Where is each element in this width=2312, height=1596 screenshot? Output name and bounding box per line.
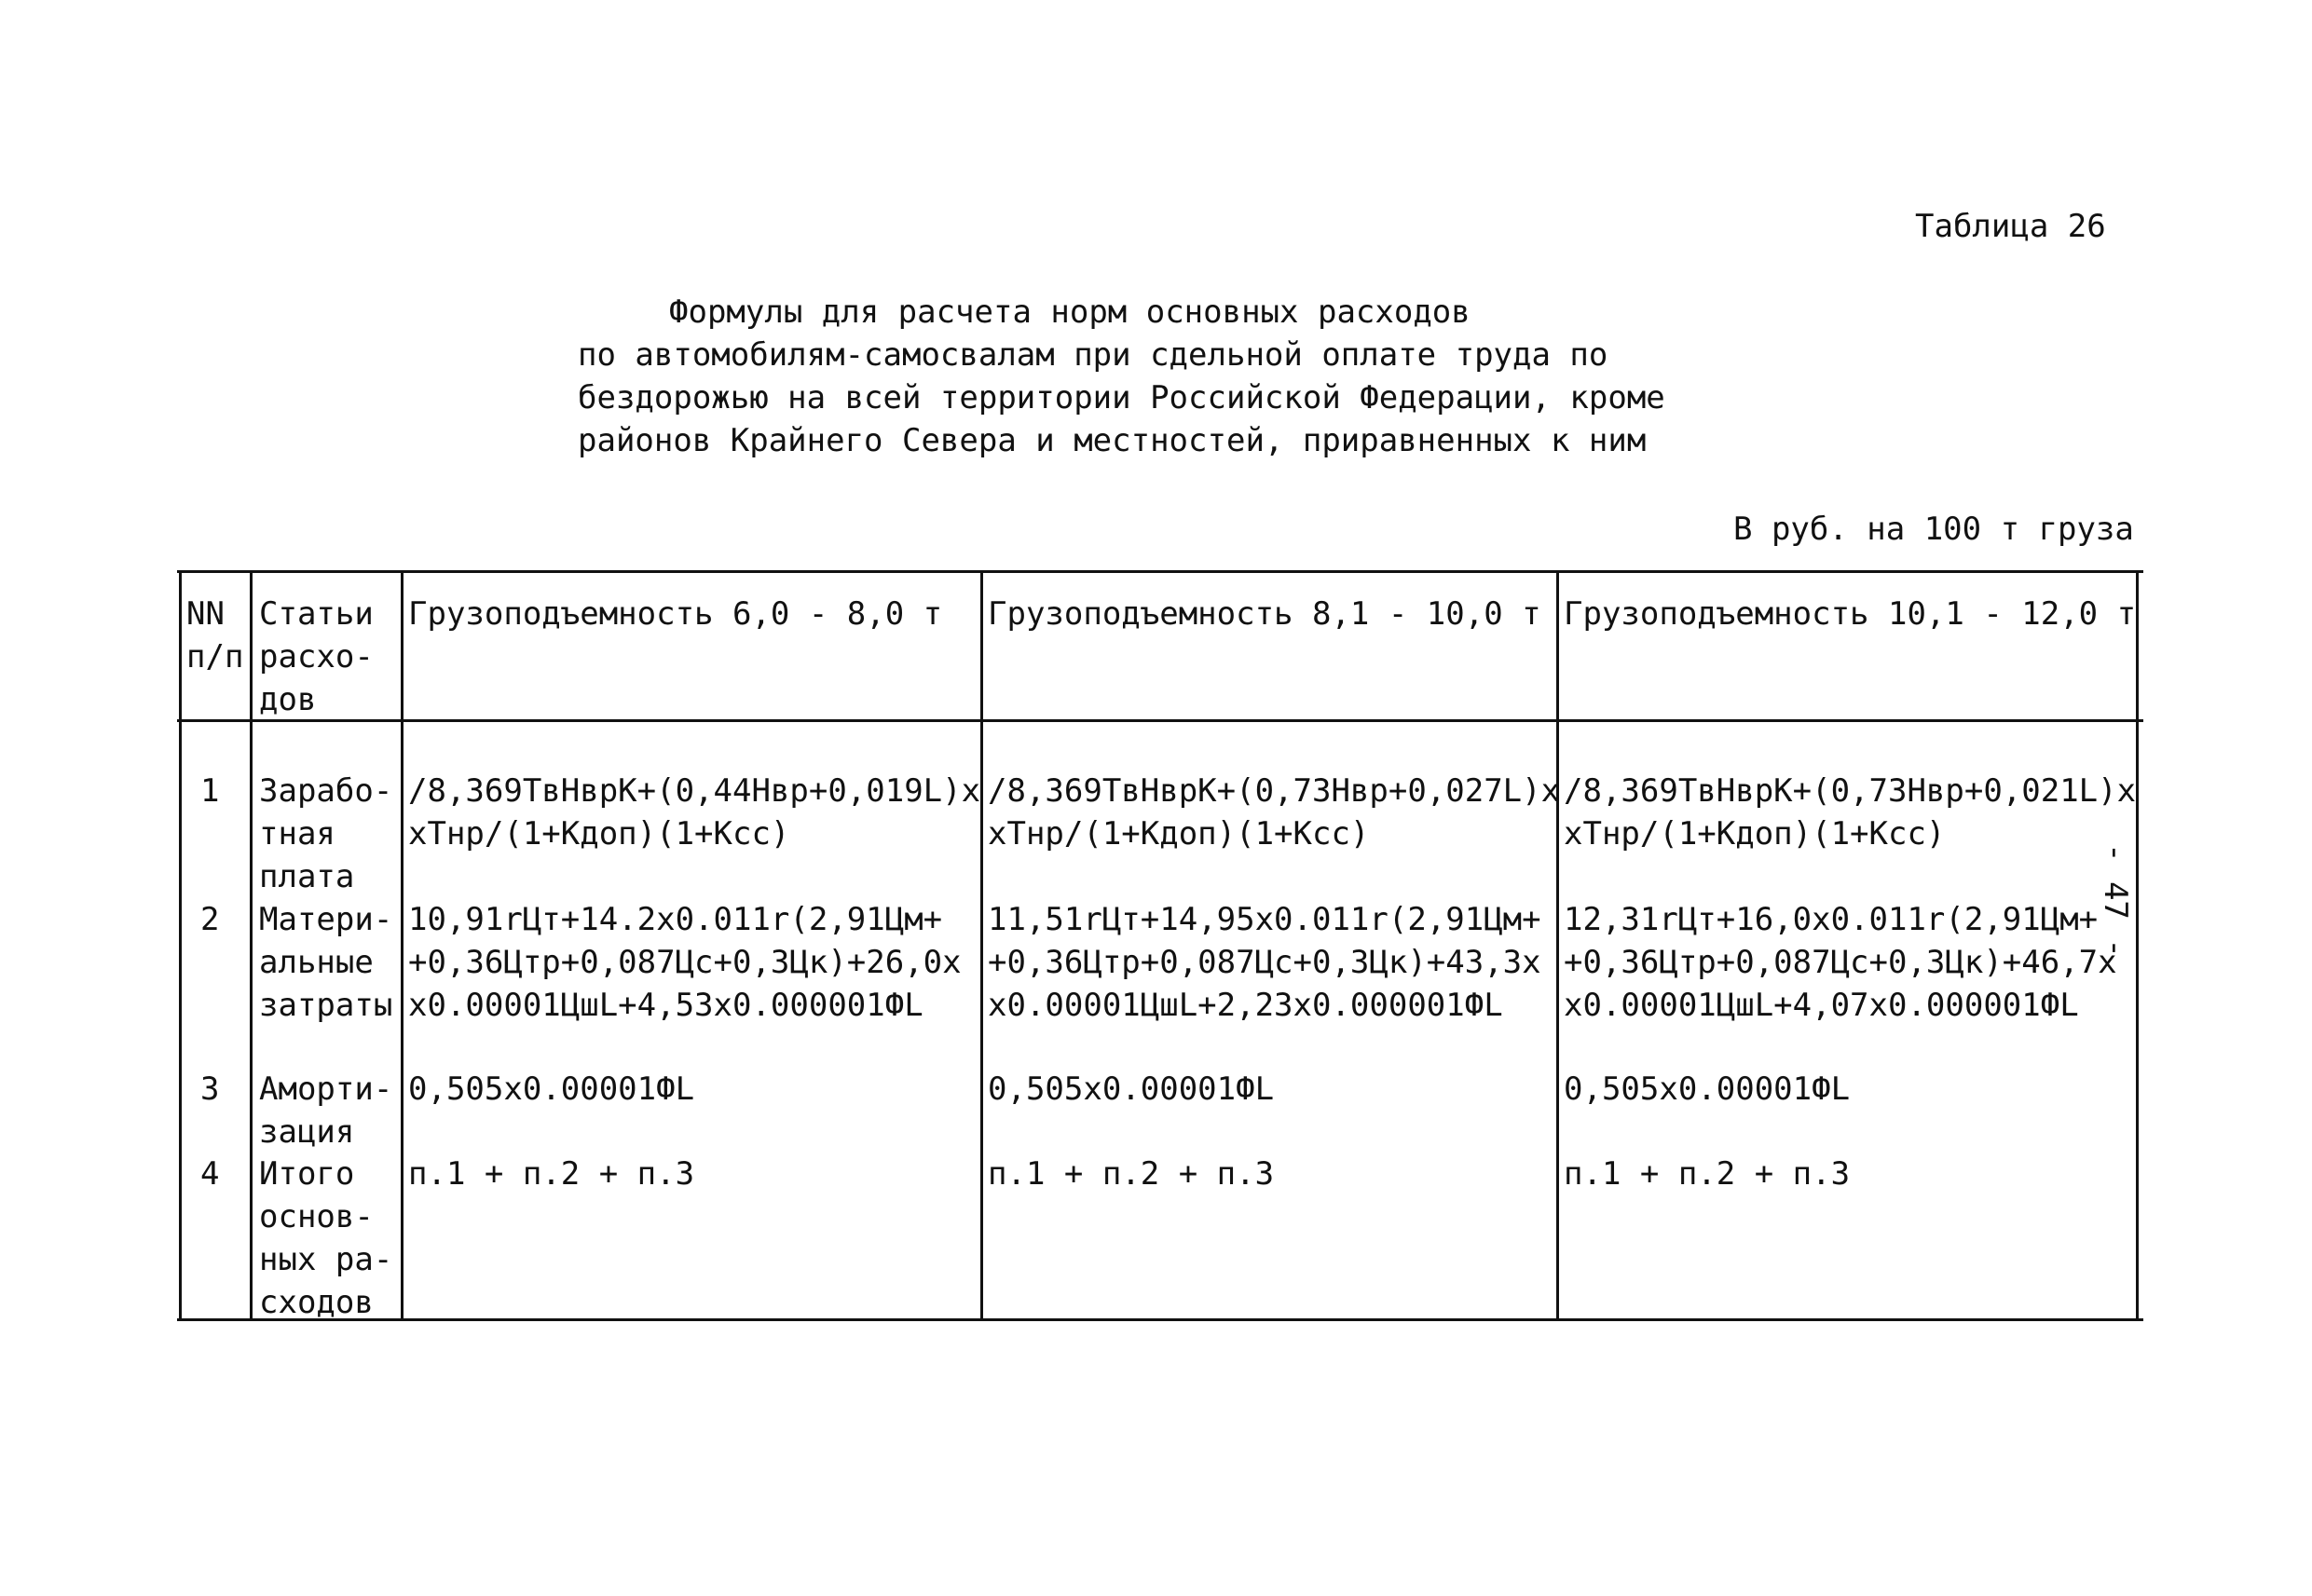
row2-num: 2 <box>200 901 220 938</box>
column-divider <box>2136 570 2139 1321</box>
column-divider <box>1556 570 1559 1321</box>
row3-item-1: Аморти- <box>259 1071 393 1108</box>
row1-item-3: плата <box>259 858 355 895</box>
row2-item-3: затраты <box>259 987 393 1024</box>
header-col1: Грузоподъемность 6,0 - 8,0 т <box>408 595 943 633</box>
column-divider <box>980 570 983 1321</box>
row1-col2-1: /8,369ТвНврК+(0,73Нвр+0,027L)х <box>988 772 1561 810</box>
row2-col2-2: +0,36Цтр+0,087Цс+0,3Цк)+43,3х <box>988 944 1541 981</box>
row1-col3-1: /8,369ТвНврК+(0,73Нвр+0,021L)х <box>1564 772 2137 810</box>
row2-item-1: Матери- <box>259 901 393 938</box>
page-number: - 47 - <box>2097 843 2134 958</box>
title-line-4: районов Крайнего Севера и местностей, приравненных к ним <box>578 422 1647 459</box>
row3-col2: 0,505х0.00001ФL <box>988 1071 1275 1108</box>
unit-note: В руб. на 100 т груза <box>1733 511 2134 548</box>
row4-item-1: Итого <box>259 1155 355 1193</box>
header-num-2: п/п <box>186 638 244 675</box>
title-line-3: бездорожью на всей территории Российской Федерации, кроме <box>578 379 1665 416</box>
header-col3: Грузоподъемность 10,1 - 12,0 т <box>1564 595 2137 633</box>
column-divider <box>250 570 253 1321</box>
row2-col1-1: 10,91rЦт+14.2х0.011r(2,91Цм+ <box>408 901 943 938</box>
table-bottom-border <box>177 1318 2143 1321</box>
header-bottom-border <box>177 719 2143 722</box>
title-line-1: Формулы для расчета норм основных расходов <box>669 293 1471 331</box>
row1-col1-2: хТнр/(1+Кдоп)(1+Ксс) <box>408 815 790 853</box>
row4-item-3: ных ра- <box>259 1241 393 1278</box>
column-divider <box>179 570 182 1321</box>
row1-num: 1 <box>200 772 220 810</box>
row4-item-4: сходов <box>259 1284 374 1321</box>
row3-col1: 0,505х0.00001ФL <box>408 1071 695 1108</box>
table-caption: Таблица 26 <box>1915 208 2106 245</box>
row2-col2-1: 11,51rЦт+14,95х0.011r(2,91Цм+ <box>988 901 1541 938</box>
row4-num: 4 <box>200 1155 220 1193</box>
header-item-2: расхо- <box>259 638 374 675</box>
header-item-3: дов <box>259 681 317 718</box>
header-col2: Грузоподъемность 8,1 - 10,0 т <box>988 595 1541 633</box>
column-divider <box>401 570 404 1321</box>
row2-item-2: альные <box>259 944 374 981</box>
row4-col3: п.1 + п.2 + п.3 <box>1564 1155 1851 1193</box>
row1-item-1: Зарабо- <box>259 772 393 810</box>
row4-col1: п.1 + п.2 + п.3 <box>408 1155 695 1193</box>
row1-col2-2: хТнр/(1+Кдоп)(1+Ксс) <box>988 815 1370 853</box>
row3-item-2: зация <box>259 1113 355 1151</box>
row2-col3-2: +0,36Цтр+0,087Цс+0,3Цк)+46,7х <box>1564 944 2117 981</box>
row3-num: 3 <box>200 1071 220 1108</box>
row1-col3-2: хТнр/(1+Кдоп)(1+Ксс) <box>1564 815 1946 853</box>
header-item-1: Статьи <box>259 595 374 633</box>
row1-item-2: тная <box>259 815 335 853</box>
title-line-2: по автомобилям-самосвалам при сдельной оплате труда по <box>578 336 1608 374</box>
row2-col3-3: х0.00001ЦшL+4,07х0.000001ФL <box>1564 987 2079 1024</box>
row2-col1-2: +0,36Цтр+0,087Цс+0,3Цк)+26,0х <box>408 944 962 981</box>
row1-col1-1: /8,369ТвНврК+(0,44Нвр+0,019L)х <box>408 772 981 810</box>
row2-col1-3: х0.00001ЦшL+4,53х0.000001ФL <box>408 987 923 1024</box>
row4-item-2: основ- <box>259 1198 374 1235</box>
table-top-border <box>177 570 2143 573</box>
row2-col2-3: х0.00001ЦшL+2,23х0.000001ФL <box>988 987 1503 1024</box>
row2-col3-1: 12,31rЦт+16,0х0.011r(2,91Цм+ <box>1564 901 2099 938</box>
header-num-1: NN <box>186 595 225 633</box>
row3-col3: 0,505х0.00001ФL <box>1564 1071 1851 1108</box>
row4-col2: п.1 + п.2 + п.3 <box>988 1155 1275 1193</box>
